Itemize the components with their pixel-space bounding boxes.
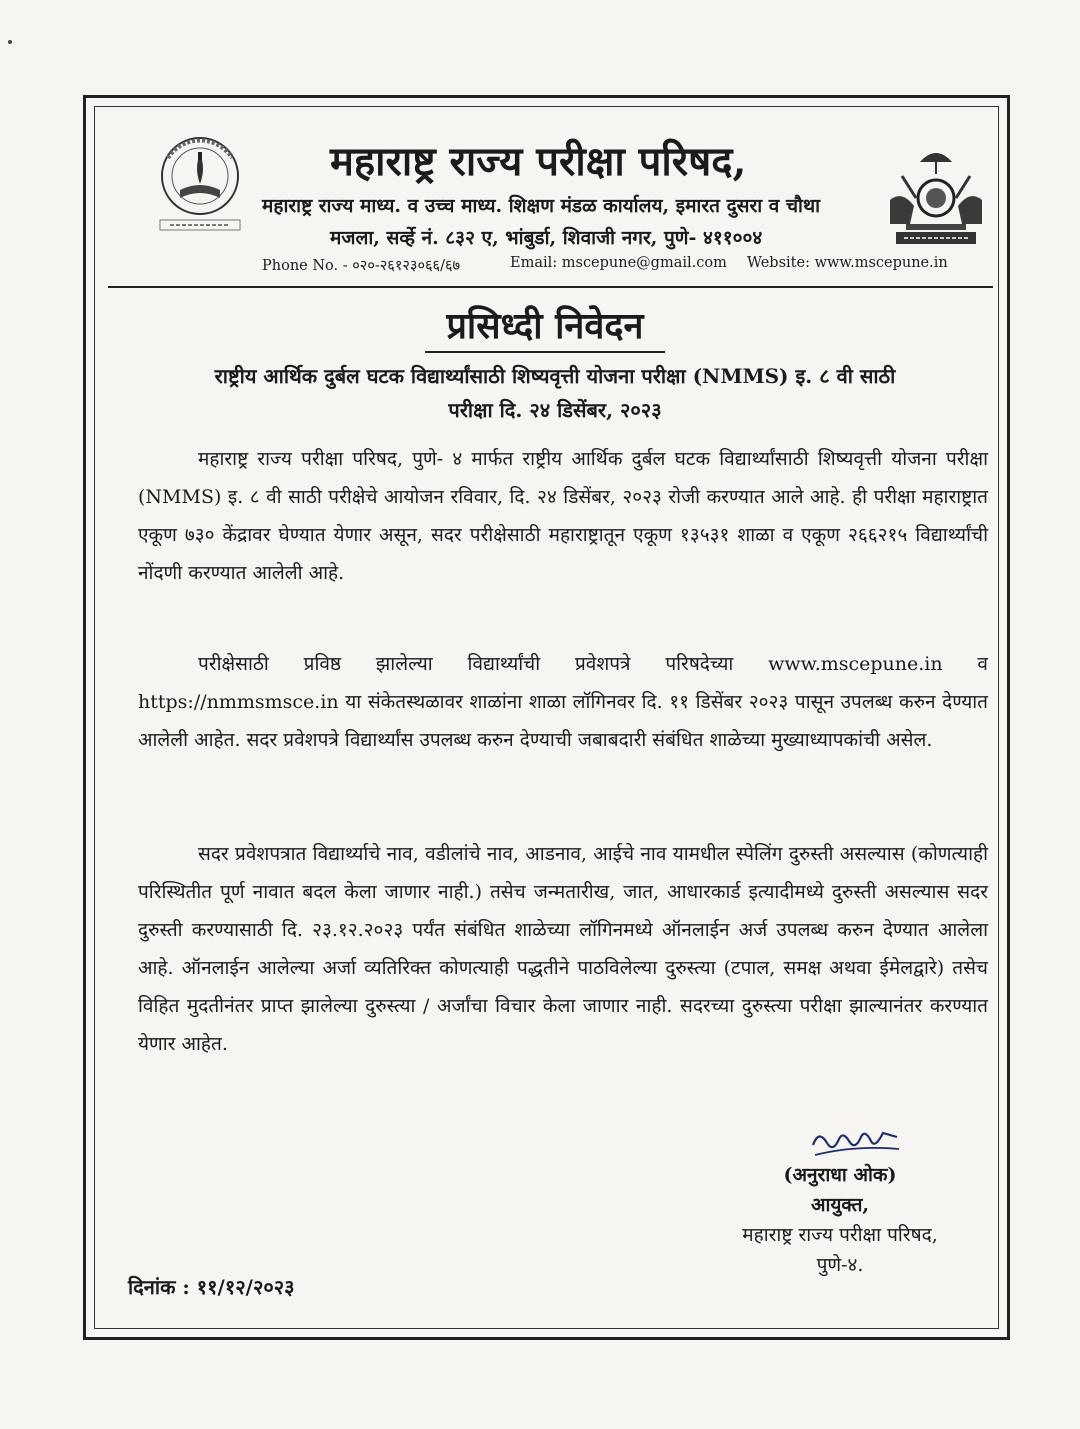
issue-date: दिनांक : ११/१२/२०२३ <box>128 1275 295 1299</box>
body-paragraph-2: परीक्षेसाठी प्रविष्ठ झालेल्या विद्यार्थ्यांची प्रवेशपत्रे परिषदेच्या www.mscepune.in व https://nmmsmsce.in या संकेतस्थळावर शाळांना शाळा लॉगिनवर दि. ११ डिसेंबर २०२३ पासून उपलब्ध करुन देण्यात आलेली आहेत. सदर प्रवेशपत्रे विद्यार्थ्यांस उपलब्ध करुन देण्याची जबाबदारी संबंधित शाळेच्या मुख्याध्यापकांची असेल. <box>138 653 988 751</box>
phone-number: Phone No. - ०२०-२६१२३०६६/६७ <box>262 258 461 274</box>
signatory-city: पुणे-४. <box>816 1254 864 1276</box>
email-link[interactable]: Email: mscepune@gmail.com <box>510 255 727 271</box>
body-paragraph-1: महाराष्ट्र राज्य परीक्षा परिषद, पुणे- ४ मार्फत राष्ट्रीय आर्थिक दुर्बल घटक विद्यार्थ्यांसाठी शिष्यवृत्ती योजना परीक्षा (NMMS) इ. ८ वी साठी परीक्षेचे आयोजन रविवार, दि. २४ डिसेंबर, २०२३ रोजी करण्यात आले आहे. ही परीक्षा महाराष्ट्रात एकूण ७३० केंद्रावर घेण्यात येणार असून, सदर परीक्षेसाठी महाराष्ट्रातून एकूण १३५३१ शाळा व एकूण २६६२१५ विद्यार्थ्यांची नोंदणी करण्यात आलेली आहे. <box>138 448 989 584</box>
notice-subtitle-line-1: राष्ट्रीय आर्थिक दुर्बल घटक विद्यार्थ्यांसाठी शिष्यवृत्ती योजना परीक्षा (NMMS) इ. ८ वी साठी <box>214 364 896 388</box>
address-line-1: महाराष्ट्र राज्य माध्य. व उच्च माध्य. शिक्षण मंडळ कार्यालय, इमारत दुसरा व चौथा <box>262 195 821 217</box>
website-link[interactable]: Website: www.mscepune.in <box>747 255 948 271</box>
header-divider <box>108 286 993 288</box>
council-title: महाराष्ट्र राज्य परीक्षा परिषद, <box>330 138 747 185</box>
signatory-designation: आयुक्त, <box>810 1194 870 1216</box>
council-emblem-left <box>150 128 250 240</box>
handwritten-signature <box>805 1115 905 1165</box>
scan-speck <box>8 40 12 44</box>
signatory-organization: महाराष्ट्र राज्य परीक्षा परिषद, <box>742 1224 938 1246</box>
notice-title: प्रसिध्दी निवेदन <box>425 300 665 353</box>
board-emblem-right <box>882 140 990 252</box>
signatory-block <box>700 1160 980 1280</box>
notice-subtitle-line-2: परीक्षा दि. २४ डिसेंबर, २०२३ <box>448 398 662 422</box>
address-line-2: मजला, सर्व्हे नं. ८३२ ए, भांबुर्डा, शिवाजी नगर, पुणे- ४११००४ <box>330 227 763 249</box>
signatory-name: (अनुराधा ओक) <box>783 1164 897 1186</box>
body-paragraph-3: सदर प्रवेशपत्रात विद्यार्थ्याचे नाव, वडीलांचे नाव, आडनाव, आईचे नाव यामधील स्पेलिंग दुरुस्ती असल्यास (कोणत्याही परिस्थितीत पूर्ण नावात बदल केला जाणार नाही.) तसेच जन्मतारीख, जात, आधारकार्ड इत्यादीमध्ये दुरुस्ती असल्यास सदर दुरुस्ती करण्यासाठी दि. २३.१२.२०२३ पर्यंत संबंधित शाळेच्या लॉगिनमध्ये ऑनलाईन अर्ज उपलब्ध करुन देण्यात आलेला आहे. ऑनलाईन आलेल्या अर्जा व्यतिरिक्त कोणत्याही पद्धतीने पाठविलेल्या दुरुस्त्या (टपाल, समक्ष अथवा ईमेलद्वारे) तसेच विहित मुदतीनंतर प्राप्त झालेल्या दुरुस्त्या / अर्जांचा विचार केला जाणार नाही. सदरच्या दुरुस्त्या परीक्षा झाल्यानंतर करण्यात येणार आहेत. <box>138 843 988 1055</box>
